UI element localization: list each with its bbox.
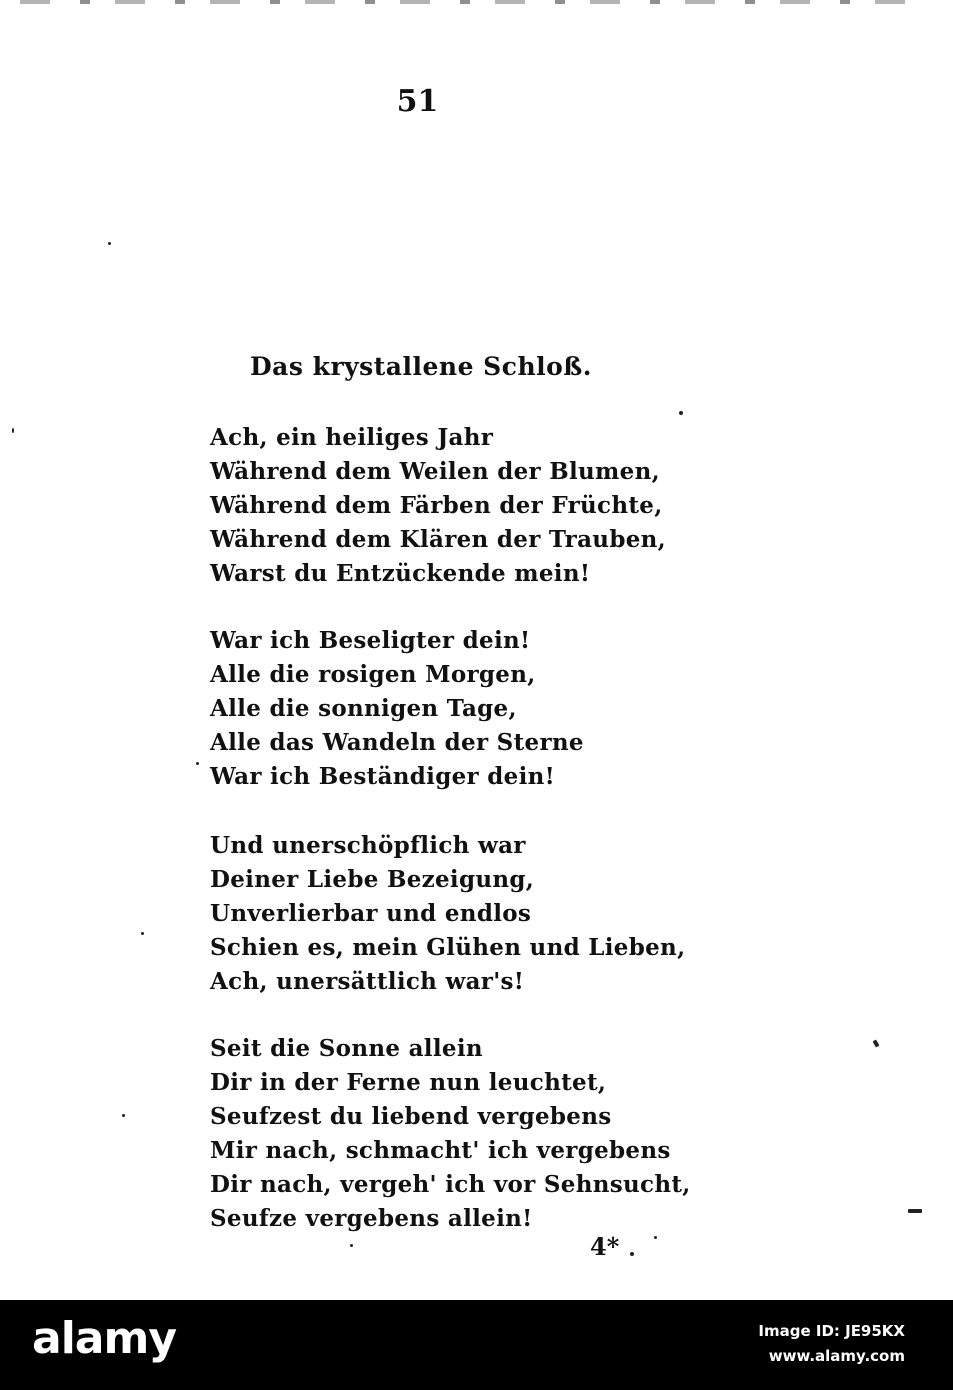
- poem-line: Während dem Klären der Trauben,: [210, 526, 666, 553]
- poem-line: Seit die Sonne allein: [210, 1035, 483, 1062]
- poem-line: Deiner Liebe Bezeigung,: [210, 866, 535, 893]
- scan-speck: [141, 932, 144, 935]
- poem-line: War ich Beständiger dein!: [210, 763, 556, 790]
- site-url: www.alamy.com: [768, 1347, 905, 1365]
- scan-speck: [654, 1236, 657, 1239]
- scan-speck: [908, 1209, 922, 1213]
- poem-line: Ach, unersättlich war's!: [210, 968, 525, 995]
- poem-line: War ich Beseligter dein!: [210, 627, 531, 654]
- poem-line: Warst du Entzückende mein!: [210, 560, 591, 587]
- poem-line: Alle das Wandeln der Sterne: [210, 729, 584, 756]
- scan-speck: [630, 1252, 634, 1256]
- poem-line: Alle die rosigen Morgen,: [210, 661, 536, 688]
- poem-line: Schien es, mein Glühen und Lieben,: [210, 934, 686, 961]
- poem-line: Seufze vergebens allein!: [210, 1205, 533, 1232]
- scan-speck: [108, 242, 111, 245]
- poem-line: Während dem Färben der Früchte,: [210, 492, 663, 519]
- scan-edge-artifact: [20, 0, 920, 4]
- signature-mark: 4*: [590, 1232, 620, 1261]
- image-id-label: Image ID: JE95KX: [758, 1322, 905, 1340]
- scan-speck: [350, 1244, 353, 1247]
- poem-line: Unverlierbar und endlos: [210, 900, 532, 927]
- page-number: 51: [396, 84, 439, 119]
- poem-line: Während dem Weilen der Blumen,: [210, 458, 660, 485]
- scan-speck: [196, 762, 199, 765]
- poem-line: Mir nach, schmacht' ich vergebens: [210, 1137, 671, 1164]
- poem-line: Ach, ein heiliges Jahr: [210, 424, 494, 451]
- scan-speck: [122, 1114, 125, 1117]
- scan-speck: [873, 1039, 880, 1047]
- scan-speck: [679, 411, 683, 415]
- poem-line: Und unerschöpflich war: [210, 832, 526, 859]
- poem-line: Alle die sonnigen Tage,: [210, 695, 517, 722]
- poem-line: Dir in der Ferne nun leuchtet,: [210, 1069, 607, 1096]
- poem-title: Das krystallene Schloß.: [250, 352, 593, 381]
- scan-speck: [12, 428, 14, 433]
- poem-line: Dir nach, vergeh' ich vor Sehnsucht,: [210, 1171, 691, 1198]
- watermark-logo: alamy: [32, 1313, 176, 1364]
- poem-line: Seufzest du liebend vergebens: [210, 1103, 612, 1130]
